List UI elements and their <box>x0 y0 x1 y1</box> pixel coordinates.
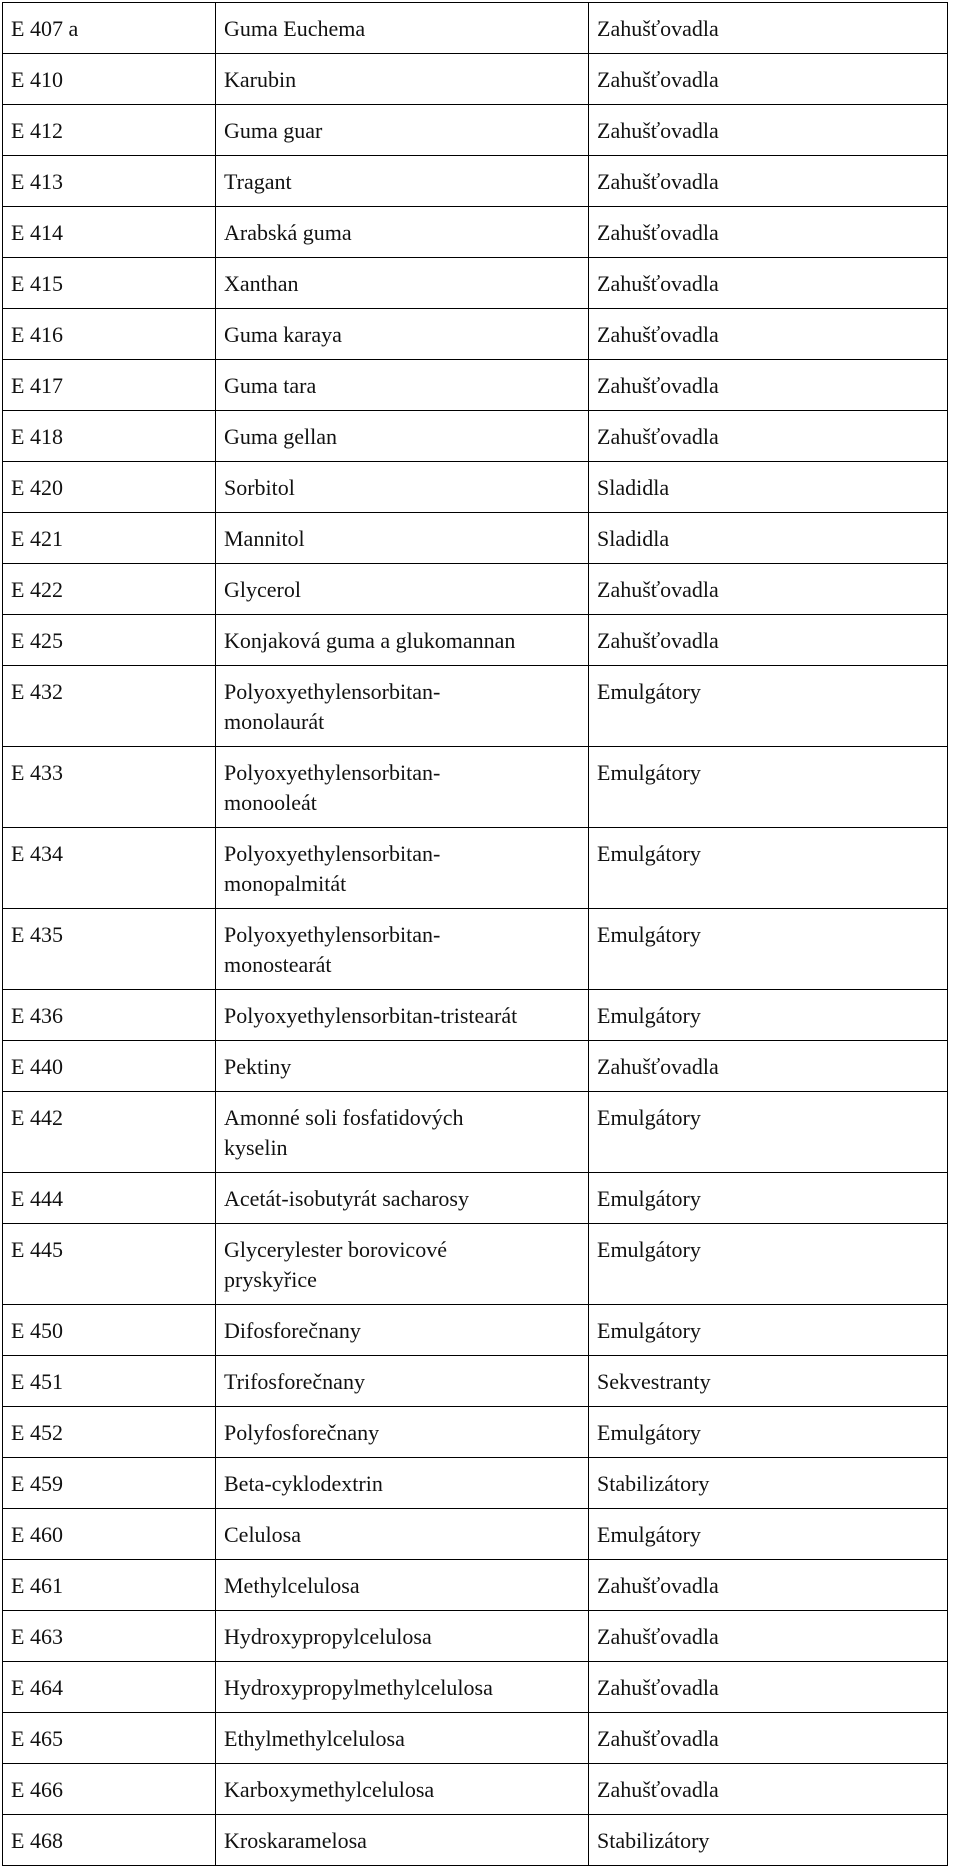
table-row <box>3 1173 948 1224</box>
additive-code: E 445 <box>3 1224 216 1305</box>
additive-name: Konjaková guma a glukomannan <box>216 615 589 666</box>
table-row <box>3 1305 948 1356</box>
additive-name: Polyoxyethylensorbitan-monooleát <box>216 747 589 828</box>
additive-name: Guma tara <box>216 360 589 411</box>
additive-category: Emulgátory <box>589 1305 948 1356</box>
additive-name: Difosforečnany <box>216 1305 589 1356</box>
additive-name: Polyoxyethylensorbitan-monostearát <box>216 909 589 990</box>
additive-code: E 452 <box>3 1407 216 1458</box>
additive-name: Methylcelulosa <box>216 1560 589 1611</box>
additive-category: Sladidla <box>589 462 948 513</box>
table-row <box>3 666 948 747</box>
additive-name: Tragant <box>216 156 589 207</box>
table-row <box>3 309 948 360</box>
additive-category: Stabilizátory <box>589 1815 948 1866</box>
additive-code: E 432 <box>3 666 216 747</box>
additive-code: E 440 <box>3 1041 216 1092</box>
additive-category: Emulgátory <box>589 747 948 828</box>
additive-code: E 444 <box>3 1173 216 1224</box>
additive-code: E 425 <box>3 615 216 666</box>
table-row <box>3 1509 948 1560</box>
additive-name: Polyoxyethylensorbitan-monopalmitát <box>216 828 589 909</box>
table-row <box>3 1815 948 1866</box>
additive-code: E 433 <box>3 747 216 828</box>
additive-code: E 435 <box>3 909 216 990</box>
table-row <box>3 1764 948 1815</box>
additive-category: Emulgátory <box>589 1509 948 1560</box>
additive-category: Zahušťovadla <box>589 3 948 54</box>
additive-category: Zahušťovadla <box>589 1764 948 1815</box>
additive-name: Hydroxypropylmethylcelulosa <box>216 1662 589 1713</box>
table-row <box>3 1092 948 1173</box>
additive-code: E 459 <box>3 1458 216 1509</box>
additive-category: Emulgátory <box>589 990 948 1041</box>
table-row <box>3 564 948 615</box>
additive-code: E 460 <box>3 1509 216 1560</box>
additive-name: Kroskaramelosa <box>216 1815 589 1866</box>
additive-code: E 451 <box>3 1356 216 1407</box>
additive-name: Sorbitol <box>216 462 589 513</box>
table-row <box>3 462 948 513</box>
additive-category: Emulgátory <box>589 1224 948 1305</box>
additive-category: Emulgátory <box>589 909 948 990</box>
additive-category: Sladidla <box>589 513 948 564</box>
additive-category: Zahušťovadla <box>589 360 948 411</box>
table-row <box>3 3 948 54</box>
additive-category: Zahušťovadla <box>589 207 948 258</box>
table-row <box>3 828 948 909</box>
additive-category: Zahušťovadla <box>589 564 948 615</box>
additive-name: Guma Euchema <box>216 3 589 54</box>
additive-category: Zahušťovadla <box>589 54 948 105</box>
additive-name: Karubin <box>216 54 589 105</box>
additive-code: E 461 <box>3 1560 216 1611</box>
table-row <box>3 513 948 564</box>
additive-category: Zahušťovadla <box>589 258 948 309</box>
table-row <box>3 1224 948 1305</box>
table-row <box>3 411 948 462</box>
additive-code: E 410 <box>3 54 216 105</box>
additive-code: E 422 <box>3 564 216 615</box>
additive-code: E 413 <box>3 156 216 207</box>
additive-category: Emulgátory <box>589 666 948 747</box>
table-row <box>3 1713 948 1764</box>
additive-category: Zahušťovadla <box>589 1041 948 1092</box>
additive-category: Zahušťovadla <box>589 156 948 207</box>
additive-name: Polyfosforečnany <box>216 1407 589 1458</box>
table-row <box>3 156 948 207</box>
additive-category: Zahušťovadla <box>589 105 948 156</box>
additive-name: Ethylmethylcelulosa <box>216 1713 589 1764</box>
additive-code: E 421 <box>3 513 216 564</box>
additive-code: E 436 <box>3 990 216 1041</box>
additive-category: Sekvestranty <box>589 1356 948 1407</box>
additive-name: Guma karaya <box>216 309 589 360</box>
additive-code: E 463 <box>3 1611 216 1662</box>
additive-code: E 468 <box>3 1815 216 1866</box>
additive-name: Beta-cyklodextrin <box>216 1458 589 1509</box>
table-row <box>3 747 948 828</box>
table-row <box>3 990 948 1041</box>
additive-code: E 416 <box>3 309 216 360</box>
table-row <box>3 909 948 990</box>
table-row <box>3 207 948 258</box>
additive-name: Amonné soli fosfatidových kyselin <box>216 1092 589 1173</box>
additive-code: E 464 <box>3 1662 216 1713</box>
table-row <box>3 105 948 156</box>
additive-code: E 442 <box>3 1092 216 1173</box>
table-row <box>3 54 948 105</box>
additive-name: Mannitol <box>216 513 589 564</box>
additive-name: Karboxymethylcelulosa <box>216 1764 589 1815</box>
additive-category: Zahušťovadla <box>589 1611 948 1662</box>
additive-name: Celulosa <box>216 1509 589 1560</box>
table-row <box>3 1356 948 1407</box>
additive-name: Trifosforečnany <box>216 1356 589 1407</box>
additive-category: Zahušťovadla <box>589 309 948 360</box>
additive-category: Zahušťovadla <box>589 411 948 462</box>
table-row <box>3 360 948 411</box>
additive-code: E 415 <box>3 258 216 309</box>
additive-category: Stabilizátory <box>589 1458 948 1509</box>
additive-category: Zahušťovadla <box>589 1713 948 1764</box>
additive-name: Glycerylester borovicové pryskyřice <box>216 1224 589 1305</box>
additive-name: Pektiny <box>216 1041 589 1092</box>
additive-code: E 466 <box>3 1764 216 1815</box>
additive-code: E 414 <box>3 207 216 258</box>
additive-name: Xanthan <box>216 258 589 309</box>
table-row <box>3 1560 948 1611</box>
additive-name: Acetát-isobutyrát sacharosy <box>216 1173 589 1224</box>
additive-code: E 418 <box>3 411 216 462</box>
additive-code: E 420 <box>3 462 216 513</box>
table-row <box>3 1611 948 1662</box>
additive-code: E 417 <box>3 360 216 411</box>
additive-name: Hydroxypropylcelulosa <box>216 1611 589 1662</box>
table-row <box>3 1041 948 1092</box>
additive-category: Emulgátory <box>589 1092 948 1173</box>
table-row <box>3 1662 948 1713</box>
additive-category: Emulgátory <box>589 1173 948 1224</box>
table-row <box>3 1407 948 1458</box>
additive-code: E 407 a <box>3 3 216 54</box>
additive-name: Glycerol <box>216 564 589 615</box>
additive-name: Polyoxyethylensorbitan-tristearát <box>216 990 589 1041</box>
additive-code: E 412 <box>3 105 216 156</box>
table-row <box>3 615 948 666</box>
additive-category: Zahušťovadla <box>589 615 948 666</box>
table-row <box>3 1458 948 1509</box>
additive-category: Emulgátory <box>589 828 948 909</box>
additive-category: Zahušťovadla <box>589 1662 948 1713</box>
additive-category: Emulgátory <box>589 1407 948 1458</box>
additives-table <box>2 2 948 1866</box>
additive-code: E 434 <box>3 828 216 909</box>
additive-name: Arabská guma <box>216 207 589 258</box>
additive-category: Zahušťovadla <box>589 1560 948 1611</box>
table-row <box>3 258 948 309</box>
additive-code: E 450 <box>3 1305 216 1356</box>
additive-name: Guma gellan <box>216 411 589 462</box>
additive-code: E 465 <box>3 1713 216 1764</box>
additive-name: Polyoxyethylensorbitan-monolaurát <box>216 666 589 747</box>
table-body <box>3 3 948 1866</box>
additive-name: Guma guar <box>216 105 589 156</box>
